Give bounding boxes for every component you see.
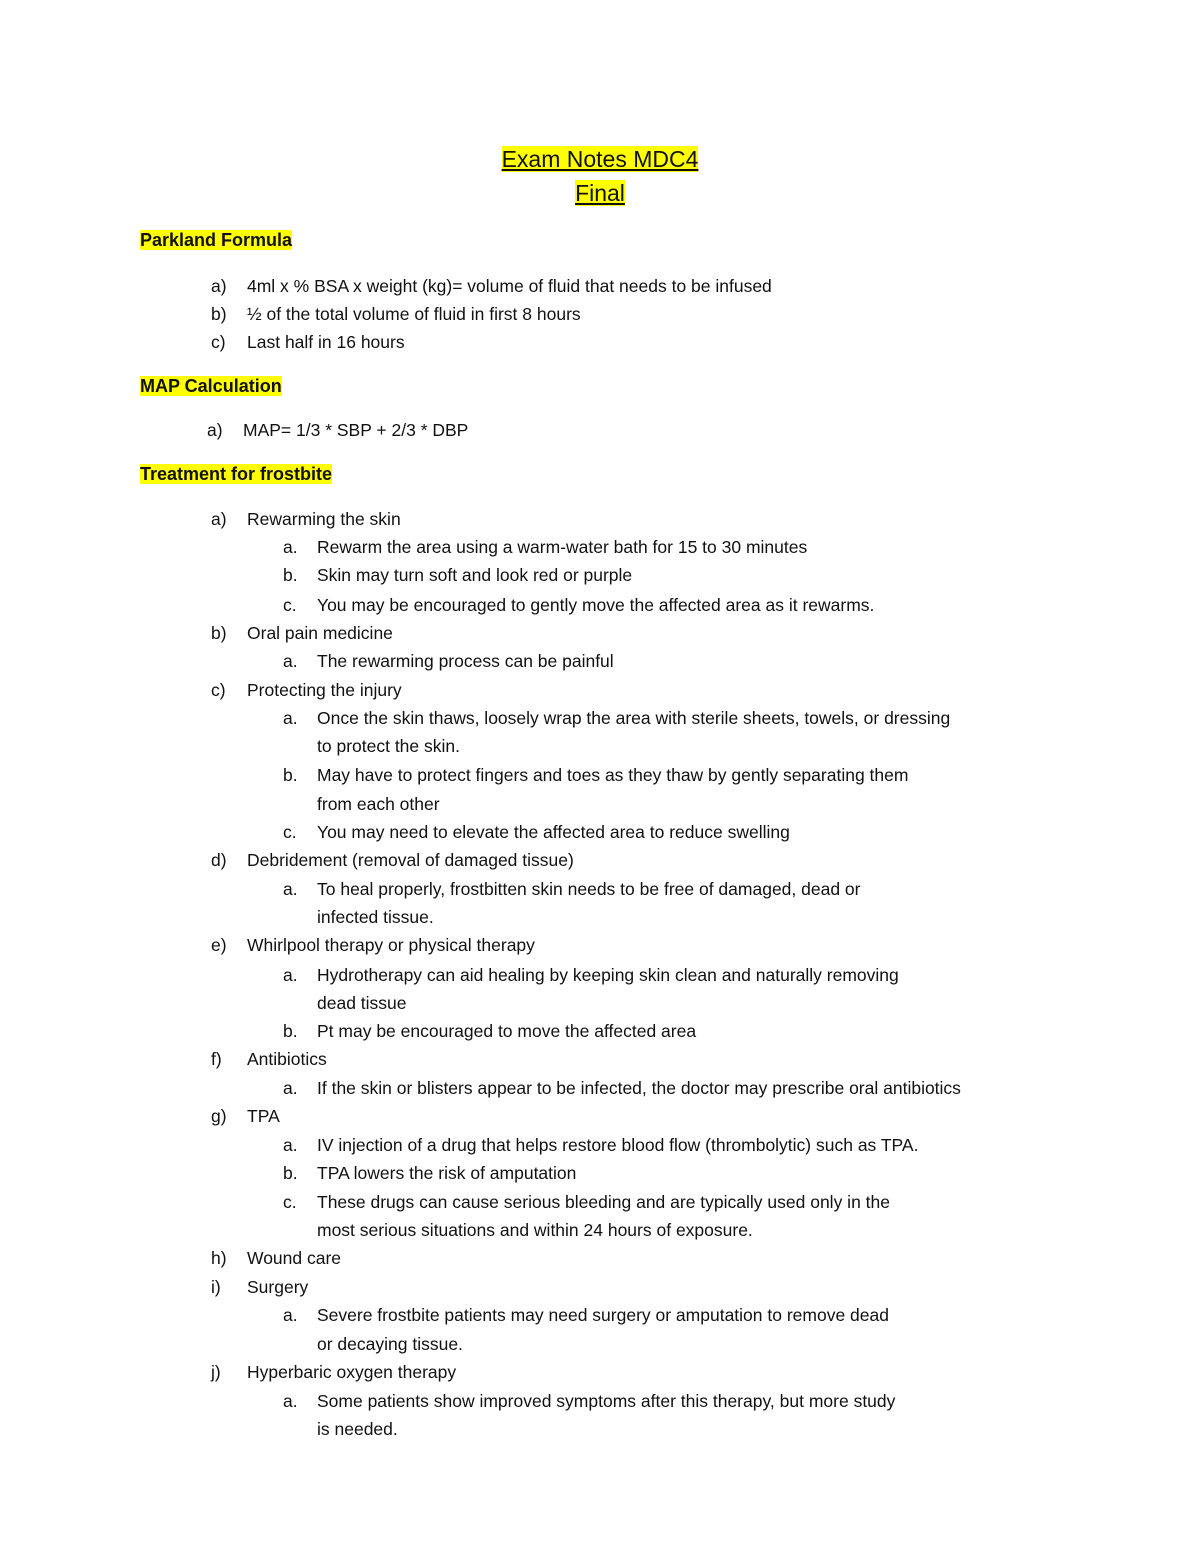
sub-list-item: a. Severe frostbite patients may need surgery or amputation to remove dead [283,1305,889,1325]
sub-list-item: a. Some patients show improved symptoms after this therapy, but more study [283,1391,896,1411]
sub-list-item: a. IV injection of a drug that helps restore blood flow (thrombolytic) such as TPA. [283,1135,919,1155]
list-item: e) Whirlpool therapy or physical therapy [211,935,535,955]
sub-list-item: a. Once the skin thaws, loosely wrap the area with sterile sheets, towels, or dressing [283,708,951,728]
document-title: Exam Notes MDC4 [501,146,699,172]
section-heading-frostbite: Treatment for frostbite [140,464,333,484]
list-item: c) Last half in 16 hours [211,332,405,352]
sub-list-item: a. Hydrotherapy can aid healing by keeping skin clean and naturally removing [283,965,899,985]
sub-list-item: c. These drugs can cause serious bleeding and are typically used only in the [283,1192,890,1212]
list-item: b) ½ of the total volume of fluid in first 8 hours [211,304,581,324]
list-item: a) MAP= 1/3 * SBP + 2/3 * DBP [207,420,469,440]
list-item: i) Surgery [211,1277,309,1297]
sub-list-item-continuation: from each other [317,794,440,814]
sub-list-item-continuation: dead tissue [317,993,407,1013]
sub-list-item-continuation: to protect the skin. [317,736,460,756]
sub-list-item-continuation: most serious situations and within 24 hours of exposure. [317,1220,753,1240]
list-item: j) Hyperbaric oxygen therapy [211,1362,457,1382]
sub-list-item: b. May have to protect fingers and toes as they thaw by gently separating them [283,765,909,785]
list-item: a) 4ml x % BSA x weight (kg)= volume of fluid that needs to be infused [211,276,772,296]
sub-list-item: a. If the skin or blisters appear to be infected, the doctor may prescribe oral antibiotics [283,1078,961,1098]
section-heading-map: MAP Calculation [140,376,282,396]
section-heading-parkland: Parkland Formula [140,230,293,250]
sub-list-item: a. To heal properly, frostbitten skin needs to be free of damaged, dead or [283,879,861,899]
sub-list-item: b. Skin may turn soft and look red or purple [283,565,633,585]
sub-list-item: b. Pt may be encouraged to move the affected area [283,1021,697,1041]
list-item: g) TPA [211,1106,280,1126]
list-item: b) Oral pain medicine [211,623,393,643]
sub-list-item: b. TPA lowers the risk of amputation [283,1163,577,1183]
sub-list-item: a. Rewarm the area using a warm-water bath for 15 to 30 minutes [283,537,808,557]
document-subtitle: Final [575,180,625,206]
list-item: a) Rewarming the skin [211,509,401,529]
sub-list-item-continuation: infected tissue. [317,907,434,927]
sub-list-item-continuation: or decaying tissue. [317,1334,463,1354]
sub-list-item: c. You may need to elevate the affected area to reduce swelling [283,822,790,842]
list-item: c) Protecting the injury [211,680,402,700]
sub-list-item-continuation: is needed. [317,1419,398,1439]
list-item: f) Antibiotics [211,1049,327,1069]
list-item: h) Wound care [211,1248,342,1268]
list-item: d) Debridement (removal of damaged tissue) [211,850,574,870]
sub-list-item: c. You may be encouraged to gently move the affected area as it rewarms. [283,595,875,615]
sub-list-item: a. The rewarming process can be painful [283,651,614,671]
